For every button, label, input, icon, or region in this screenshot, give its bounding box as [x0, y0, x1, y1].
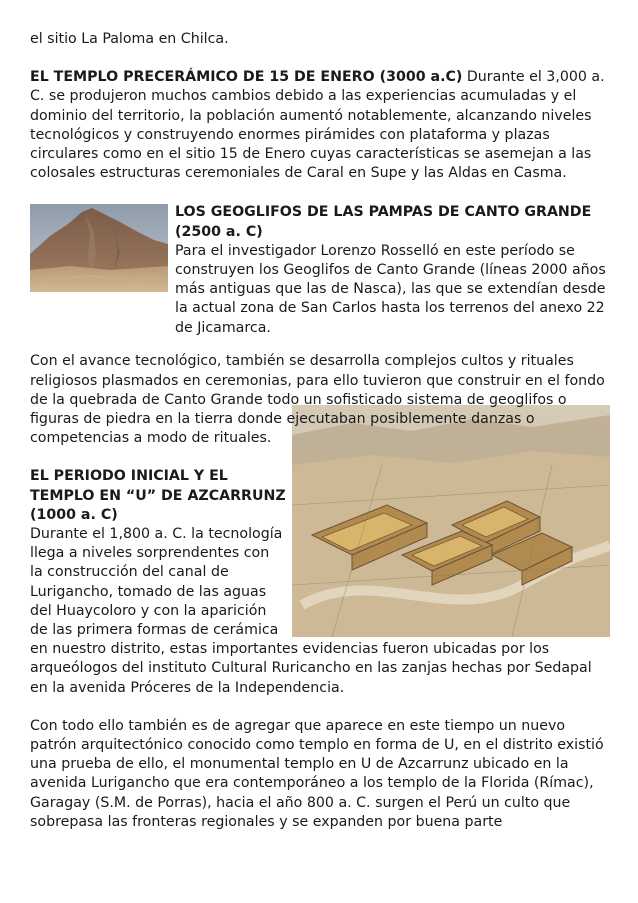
geoglifos-section	[30, 203, 610, 336]
document-page	[30, 30, 610, 832]
templo-15-enero-body: Durante el 3,000 a. C. se produjeron muchos cambios debido a las experiencias acumuladas y el dominio del territorio, la población aumentó notablemente, alcanzando niveles tecnológicos y construyendo enormes pirámides con plataforma y plazas circulares como en el sitio 15 de Enero cuyas características se asemejan a las colosales estructuras ceremoniales de Caral en Supe y las Aldas en Casma.	[30, 69, 605, 182]
final-paragraph: Con todo ello también es de agregar que aparece en este tiempo un nuevo patrón arquitectónico conocido como templo en forma de U, en el distrito existió una prueba de ello, el monumental templo en U de Azcarrunz ubicado en la avenida Luriganchо que era contemporáneo a los templo de la Florida (Rímac), Garagay (S.M. de Porras), hacia el año 800 a. C. surgen el Perú un culto que sobrepasa las fronteras regionales y se expanden por buena parte	[30, 717, 604, 830]
geoglifos-text	[175, 203, 615, 337]
geoglifos-body: Para el investigador Lorenzo Rosselló en este período se construyen los Geoglifos de Canto Grande (líneas 2000 años más antiguas que las de Nasca), las que se extendían desde la actual zona de San Carlos hasta los terrenos del anexo 22 de Jicamarca.	[175, 242, 606, 336]
periodo-inicial-heading: EL PERIODO INICIAL Y EL TEMPLO EN “U” DE AZCARRUNZ (1000 a. C)	[30, 468, 286, 523]
temple-u-illustration	[292, 405, 610, 637]
templo-15-enero-paragraph	[30, 68, 610, 183]
temple-wrap	[30, 352, 610, 716]
geoglifos-heading: LOS GEOGLIFOS DE LAS PAMPAS DE CANTO GRANDE (2500 a. C)	[175, 204, 592, 240]
templo-15-enero-heading: EL TEMPLO PRECERÁMICO DE 15 DE ENERO (3000 a.C)	[30, 69, 463, 86]
periodo-inicial-body: Durante el 1,800 a. C. la tecnología llega a niveles sorprendentes con la construcción del canal de Luriganchо, tomado de las aguas del Huaycoloro y con la aparición de las primera formas de cerámica en nuestro distrito, estas importantes evidencias fueron ubicadas por los arqueólogos del instituto Cultural Ruricancho en las zanjas hechas por Sedapal en la avenida Próceres de la Independencia.	[30, 526, 592, 696]
canto-grande-hill-photo	[30, 204, 168, 292]
intro-line: el sitio La Paloma en Chilca.	[30, 31, 229, 47]
cultos-paragraph: Con el avance tecnológico, también se desarrolla complejos cultos y rituales religiosos plasmados en ceremonias, para ello tuvieron que construir en el fondo de la quebrada de Canto Grande todo un sofisticado sistema de geoglifos o figuras de piedra en la tierra donde ejecutaban posiblemente danzas o competencias a modo de rituales.	[30, 353, 605, 447]
